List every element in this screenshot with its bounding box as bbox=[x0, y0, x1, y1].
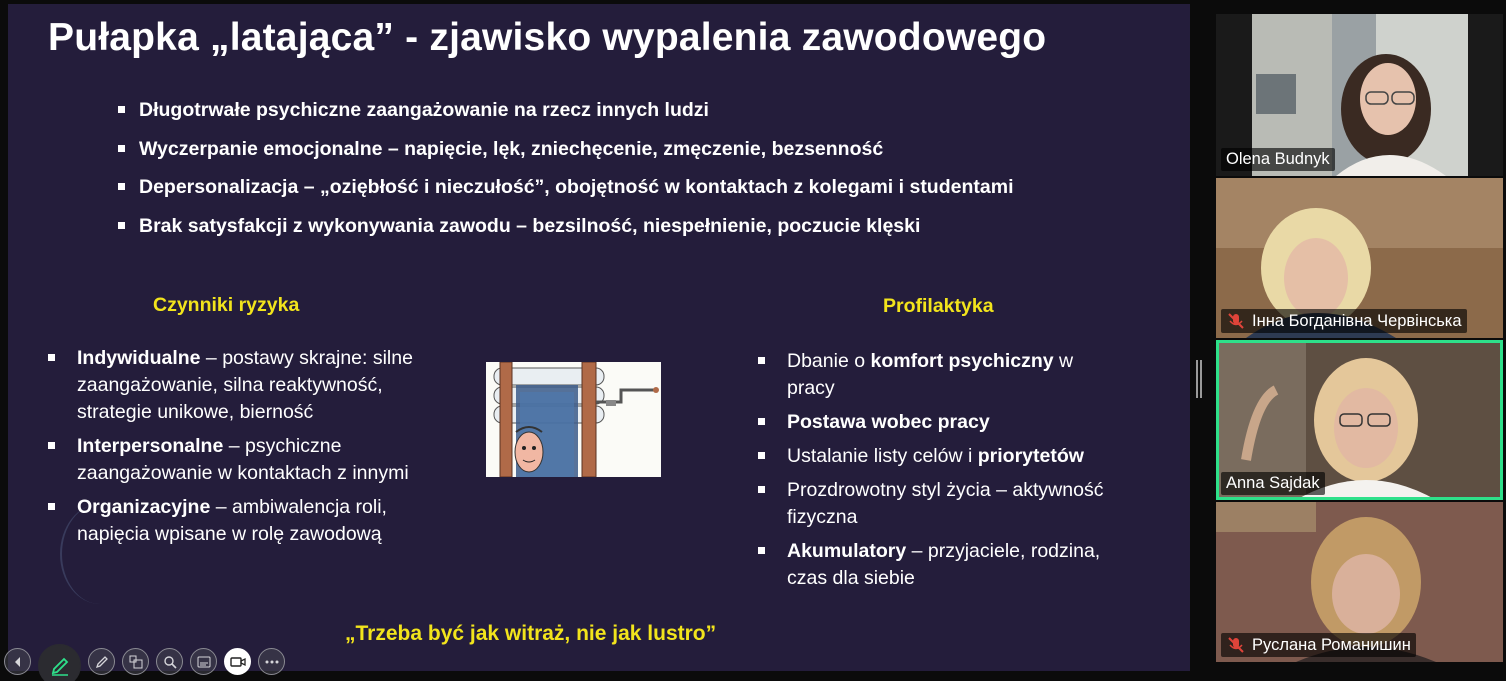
bullet-item: Depersonalizacja – „oziębłość i nieczułość”, obojętność w kontaktach z kolegami i studentami bbox=[118, 175, 1013, 214]
participant-name: Інна Богданівна Червінська bbox=[1221, 309, 1467, 333]
prevention-item: Postawa wobec pracy bbox=[758, 409, 1118, 436]
participant-tile[interactable] bbox=[1216, 502, 1503, 662]
prevention-heading: Profilaktyka bbox=[883, 295, 994, 317]
prevention-list bbox=[758, 348, 1118, 599]
bullet-item: Brak satysfakcji z wykonywania zawodu – bezsilność, niespełnienie, poczucie klęski bbox=[118, 214, 1013, 253]
prevention-item: Akumulatory – przyjaciele, rodzina, czas dla siebie bbox=[758, 538, 1118, 592]
prevention-item: Prozdrowotny styl życia – aktywność fizyczna bbox=[758, 477, 1118, 531]
risk-factors-list bbox=[48, 345, 418, 555]
prevention-item: Ustalanie listy celów i priorytetów bbox=[758, 443, 1118, 470]
wringer-cartoon-icon bbox=[486, 362, 661, 477]
risk-factors-heading: Czynniki ryzyka bbox=[153, 294, 300, 316]
bullet-item: Długotrwałe psychiczne zaangażowanie na rzecz innych ludzi bbox=[118, 98, 1013, 137]
participant-tile-active-speaker[interactable] bbox=[1216, 340, 1503, 500]
more-icon[interactable] bbox=[258, 648, 285, 675]
layout-icon[interactable] bbox=[122, 648, 149, 675]
risk-factor-item: Interpersonalne – psychiczne zaangażowanie w kontaktach z innymi bbox=[48, 433, 418, 487]
participant-tile[interactable] bbox=[1216, 14, 1503, 176]
slide-title: Pułapka „latająca” - zjawisko wypalenia zawodowego bbox=[48, 16, 1047, 59]
previous-icon[interactable] bbox=[4, 648, 31, 675]
participant-name: Руслана Романишин bbox=[1221, 633, 1416, 657]
presentation-toolbar bbox=[4, 636, 285, 681]
mic-muted-icon bbox=[1226, 635, 1246, 655]
risk-factor-item: Organizacyjne – ambiwalencja roli, napięcia wpisane w rolę zawodową bbox=[48, 494, 418, 548]
participant-name: Olena Budnyk bbox=[1221, 148, 1335, 171]
slide-quote: „Trzeba być jak witraż, nie jak lustro” bbox=[345, 622, 717, 645]
participant-name: Anna Sajdak bbox=[1221, 472, 1325, 495]
camera-icon[interactable] bbox=[224, 648, 251, 675]
shared-slide bbox=[8, 4, 1190, 671]
pen-icon[interactable] bbox=[38, 644, 81, 681]
risk-factor-item: Indywidualne – postawy skrajne: silne zaangażowanie, silna reaktywność, strategie unikowe, bierność bbox=[48, 345, 418, 426]
prevention-item: Dbanie o komfort psychiczny w pracy bbox=[758, 348, 1118, 402]
bullet-item: Wyczerpanie emocjonalne – napięcie, lęk, zniechęcenie, zmęczenie, bezsenność bbox=[118, 137, 1013, 176]
mic-muted-icon bbox=[1226, 311, 1246, 331]
subtitles-icon[interactable] bbox=[190, 648, 217, 675]
panel-resize-handle[interactable] bbox=[1196, 360, 1203, 398]
zoom-icon[interactable] bbox=[156, 648, 183, 675]
pencil-icon[interactable] bbox=[88, 648, 115, 675]
burnout-bullet-list bbox=[118, 98, 1013, 252]
participant-tile[interactable] bbox=[1216, 178, 1503, 338]
